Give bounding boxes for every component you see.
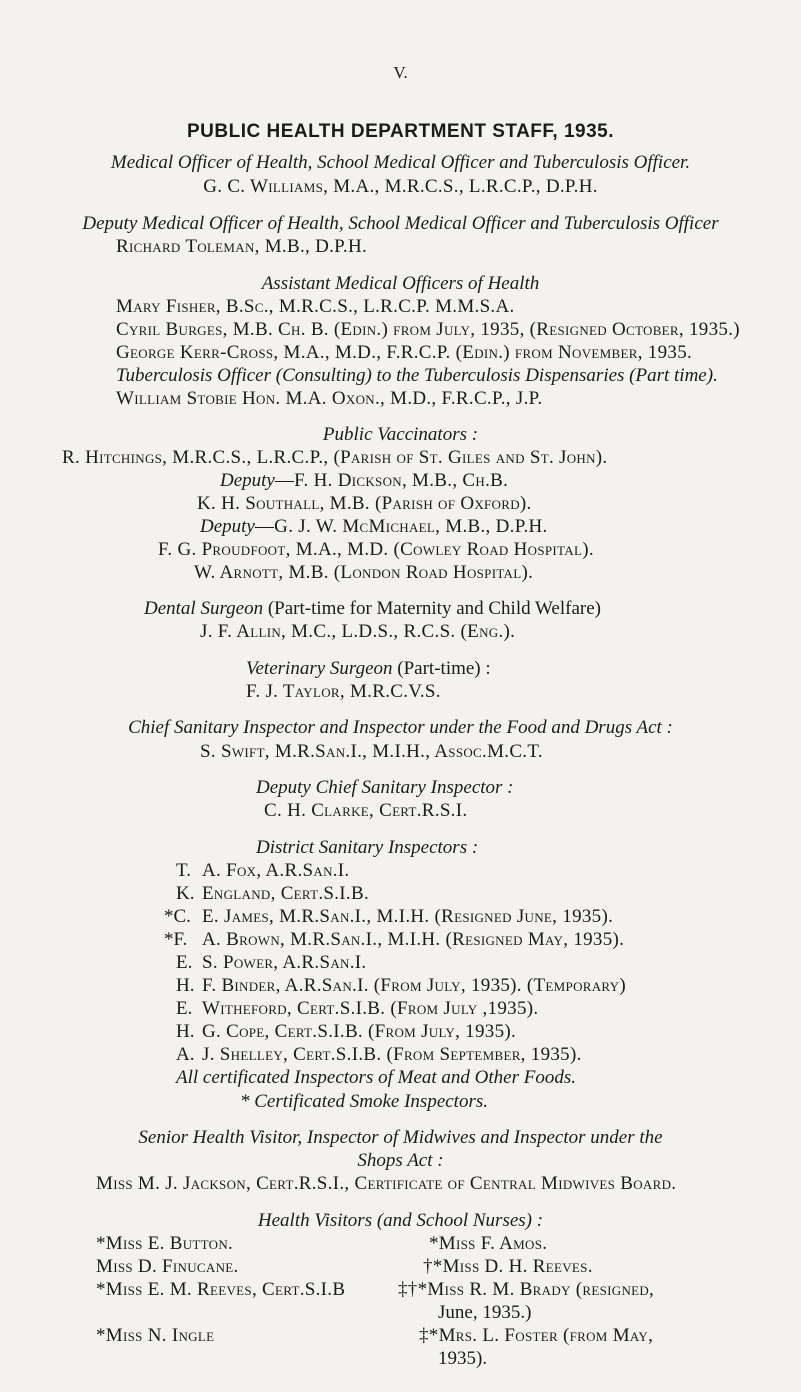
district-text: A. Brown, M.R.San.I., M.I.H. (Resigned May, 1935). — [202, 929, 625, 950]
veterinary-title-label: Veterinary Surgeon — [246, 658, 393, 679]
district-row — [164, 905, 613, 929]
vaccinators-title: Public Vaccinators : — [322, 424, 479, 445]
vaccinator-line — [200, 515, 548, 539]
visitor-right: ‡*Mrs. L. Foster (from May, — [419, 1325, 654, 1346]
district-initial: T. — [176, 860, 191, 881]
visitor-left: *Miss N. Ingle — [96, 1325, 215, 1346]
veterinary-title — [246, 657, 491, 681]
visitor-right: *Miss F. Amos. — [429, 1233, 548, 1254]
chief-sanitary-name: S. Swift, M.R.San.I., M.I.H., Assoc.M.C.T. — [200, 741, 543, 762]
district-initial: K. — [176, 883, 195, 904]
deputy-chief-title: Deputy Chief Sanitary Inspector : — [256, 777, 514, 798]
district-initial: H. — [176, 1021, 195, 1042]
district-text: Witheford, Cert.S.I.B. (From July ,1935). — [202, 998, 539, 1019]
visitors-title: Health Visitors (and School Nurses) : — [257, 1210, 544, 1231]
vaccinator-line: R. Hitchings, M.R.C.S., L.R.C.P., (Parish of St. Giles and St. John). — [62, 447, 608, 468]
deputy-moh-title: Deputy Medical Officer of Health, School Medical Officer and Tuberculosis Officer — [82, 213, 719, 234]
district-text: E. James, M.R.San.I., M.I.H. (Resigned June, 1935). — [202, 906, 614, 927]
district-text: S. Power, A.R.San.I. — [202, 952, 367, 973]
deputy-name: —F. H. Dickson, M.B., Ch.B. — [274, 470, 509, 491]
veterinary-name: F. J. Taylor, M.R.C.V.S. — [246, 681, 441, 702]
vaccinator-line: W. Arnott, M.B. (London Road Hospital). — [194, 562, 534, 583]
deputy-label: Deputy — [220, 470, 275, 491]
district-text: G. Cope, Cert.S.I.B. (From July, 1935). — [202, 1021, 517, 1042]
district-initial: *C. — [164, 906, 191, 927]
visitor-left: *Miss E. M. Reeves, Cert.S.I.B — [96, 1279, 346, 1300]
visitor-right-cont: June, 1935.) — [438, 1302, 532, 1323]
page-heading: PUBLIC HEALTH DEPARTMENT STAFF, 1935. — [186, 121, 615, 142]
senior-visitor-title: Shops Act : — [357, 1150, 444, 1171]
district-initial: E. — [176, 998, 193, 1019]
district-text: England, Cert.S.I.B. — [202, 883, 369, 904]
dental-title — [144, 597, 601, 621]
district-row — [176, 882, 369, 906]
district-initial: E. — [176, 952, 193, 973]
district-row — [176, 951, 366, 975]
dental-title-label: Dental Surgeon — [144, 598, 264, 619]
vaccinator-line: F. G. Proudfoot, M.A., M.D. (Cowley Road Hospital). — [158, 539, 594, 560]
senior-visitor-name: Miss M. J. Jackson, Cert.R.S.I., Certificate of Central Midwives Board. — [96, 1173, 677, 1194]
visitor-left: Miss D. Finucane. — [96, 1256, 239, 1277]
senior-visitor-title: Senior Health Visitor, Inspector of Midwives and Inspector under the — [138, 1127, 663, 1148]
district-title: District Sanitary Inspectors : — [256, 837, 479, 858]
deputy-moh-name: Richard Toleman, M.B., D.P.H. — [116, 236, 368, 257]
district-row — [176, 859, 349, 883]
visitor-right: †*Miss D. H. Reeves. — [423, 1256, 593, 1277]
district-text: J. Shelley, Cert.S.I.B. (From September, 1935). — [202, 1044, 582, 1065]
district-row — [176, 974, 626, 998]
assistant-line: George Kerr-Cross, M.A., M.D., F.R.C.P. (Edin.) from November, 1935. — [116, 342, 693, 363]
district-initial: *F. — [164, 929, 188, 950]
moh-name: G. C. Williams, M.A., M.R.C.S., L.R.C.P., D.P.H. — [203, 176, 598, 197]
dental-name: J. F. Allin, M.C., L.D.S., R.C.S. (Eng.). — [200, 621, 516, 642]
moh-title: Medical Officer of Health, School Medical Officer and Tuberculosis Officer. — [110, 152, 691, 173]
deputy-name: —G. J. W. McMichael, M.B., D.P.H. — [254, 516, 548, 537]
district-row — [164, 928, 624, 952]
vaccinator-line — [220, 469, 508, 493]
visitor-right: ‡†*Miss R. M. Brady (resigned, — [398, 1279, 655, 1300]
assistant-line: Tuberculosis Officer (Consulting) to the Tuberculosis Dispensaries (Part time). — [116, 365, 718, 386]
deputy-chief-name: C. H. Clarke, Cert.R.S.I. — [264, 800, 468, 821]
visitor-left: *Miss E. Button. — [96, 1233, 234, 1254]
assistant-title: Assistant Medical Officers of Health — [261, 273, 540, 294]
district-initial: A. — [176, 1044, 195, 1065]
assistant-line: Mary Fisher, B.Sc., M.R.C.S., L.R.C.P. M.M.S.A. — [116, 296, 515, 317]
district-row — [176, 1043, 582, 1067]
district-note: All certificated Inspectors of Meat and Other Foods. — [176, 1067, 576, 1088]
visitor-right-cont: 1935). — [438, 1348, 488, 1369]
district-initial: H. — [176, 975, 195, 996]
district-row — [176, 1020, 516, 1044]
page-number: V. — [393, 63, 408, 82]
district-text: F. Binder, A.R.San.I. (From July, 1935). (Temporary) — [202, 975, 626, 996]
deputy-label: Deputy — [200, 516, 255, 537]
chief-sanitary-title: Chief Sanitary Inspector and Inspector under the Food and Drugs Act : — [128, 717, 673, 738]
district-note: * Certificated Smoke Inspectors. — [240, 1091, 489, 1112]
assistant-line: William Stobie Hon. M.A. Oxon., M.D., F.R.C.P., J.P. — [116, 388, 543, 409]
vaccinator-line: K. H. Southall, M.B. (Parish of Oxford). — [197, 493, 532, 514]
district-text: A. Fox, A.R.San.I. — [202, 860, 350, 881]
assistant-line: Cyril Burges, M.B. Ch. B. (Edin.) from July, 1935, (Resigned October, 1935.) — [116, 319, 740, 340]
veterinary-title-rest: (Part-time) : — [392, 658, 491, 679]
dental-title-rest: (Part-time for Maternity and Child Welfare) — [263, 598, 601, 619]
district-row — [176, 997, 538, 1021]
